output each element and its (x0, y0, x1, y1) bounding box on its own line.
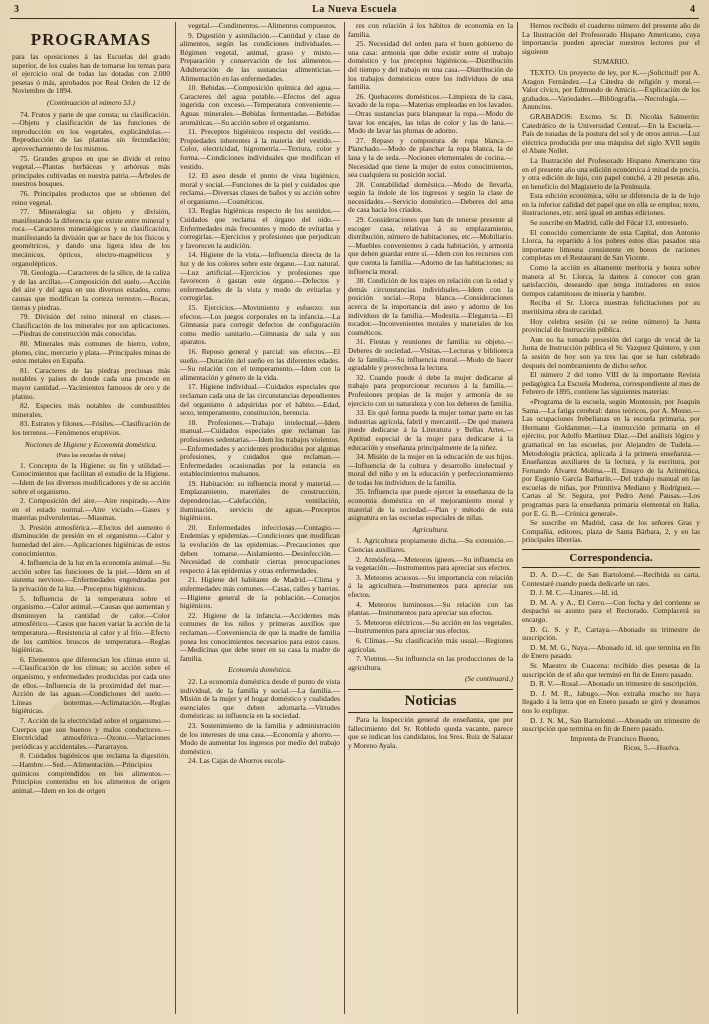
paragraph: D. M. A. y A., El Cerro.—Con fecha y del corriente se despachó su asunto para el Rectorado. Complacerá su encargo. (522, 597, 700, 624)
col2-paragraphs-2 (180, 678, 340, 766)
paragraph: 17. Higiene individual.—Cuidados especiales que reclaman cada una de las circunstancias dependientes del organismo ó adquiridas por el hábito.—Edad, sexo, temperamento, constitución, herencia. (180, 382, 340, 418)
paragraph: 33. En qué forma puede la mujer tomar parte en las industrias agrícola, fabril y mercantil.—De qué manera puede dedicarse á la Literatura y Bellas Artes.—Aptitud especial de la mujer para dedicarse á la educación y enseñanza principalmente de la niñez. (348, 408, 513, 452)
paragraph: 16. Reposo general y parcial: sus efectos.—El sueño.—Duración del sueño en las diferentes edades.—Su relación con el temperamento.—Idem con la alimentación y género de la vida. (180, 346, 340, 382)
paragraph: El número 2 del tomo VIII de la importante Revista pedagógica La Escuela Moderna, correspondiente al mes de Febrero de 1895, contiene las siguientes materias: (522, 370, 700, 397)
paragraph: 11. Preceptos higiénicos respecto del vestido.—Propiedades inherentes á la materia del vestido.—Color, electricidad, higrometría.—Textura, color y forma.—Condiciones individuales que modifican el vestido. (180, 127, 340, 171)
paragraph: 2. Composición del aire.—Aire respirado.—Aire en el estado normal.—Aire viciado.—Gases y materias pulverulentas.—Miasmas. (12, 496, 170, 523)
paragraph: 3. Presión atmosférica.—Efectos del aumento ó disminución de presión en el organismo.—Calor y humedad del aire.—Aplicaciones higiénicas de estos conocimientos. (12, 522, 170, 558)
paragraph: Esta edición económica, sólo se diferencia de la de lujo en la inferior calidad del papel que en ella se emplea; texto, ilustraciones, etc. será igual en ambas ediciones. (522, 191, 700, 218)
paragraph: 13. Reglas higiénicas respecto de los sentidos.—Cuidados que reclama el órgano del oído.—Enfermedades más frecuentes y modo de evitarlas y corregirlas.—Ejercicios y profesiones que perjudican y favorecen la audición. (180, 206, 340, 250)
paragraph: vegetal.—Condimentos.—Alimentos compuestos. (188, 22, 337, 30)
paragraph: Hemos recibido el cuaderno número del presente año de La Ilustración del Profesorado Hispano Americano, cuya importancia pueden apreciar nuestros lectores por el siguiente (522, 22, 700, 56)
programas-heading: PROGRAMAS (30, 30, 152, 49)
paragraph: 35. Influencia que puede ejercer la enseñanza de la economía doméstica en el mejoramiento moral y material de la sociedad.—Plan y método de esta asignatura en las escuelas especiales de niñas. (348, 487, 513, 523)
paragraph: Como la acción es altamente meritoria y honra sobre manera al Sr. Llorca, la damos á conocer con gran satisfacción, deseando que tenga imitadores en estos tiempos calamitosos de miseria y hambre. (522, 263, 700, 298)
paragraph: 83. Estratos y filones.—Fósiles.—Clasificación de los terrenos.—Fenómenos eruptivos. (12, 419, 170, 437)
paragraph: 1. Agricultura propiamente dicha.—Su extensión.—Ciencias auxiliares. (348, 536, 513, 555)
paragraph: 1. Concepto de la Higiene: su fin y utilidad.—Conocimientos que facilitan el estudio de la Higiene.—Idem de los diversos modificadores y de su acción sobre el organismo. (12, 460, 170, 496)
paragraph: 31. Fiestas y reuniones de familia: su objeto.—Deberes de sociedad.—Visitas.—Lecturas y biblioteca de la familia.—Su influencia moral.—Modo de hacer agradable y provechosa la lectura. (348, 337, 513, 373)
column-2 (180, 22, 340, 1016)
paragraph: D. R. V.—Rosal.—Abonado un trimestre de suscripción. (530, 679, 698, 689)
col1-paragraphs-2 (12, 462, 170, 796)
sumario-paragraphs (522, 69, 700, 228)
column-divider (175, 22, 176, 1014)
paragraph: 6. Elementos que diferencian los climas entre sí.—Clasificación de los climas; su acción sobre el organismo, y enfermedades producidas por cada uno de ellos.—Influencia de la proximidad del mar.—Acción de las aguas.—Condiciones del suelo.—Líneas isotermas.—Aclimatación.—Reglas higiénicas. (12, 654, 170, 716)
paragraph: D. M. M. G., Naya.—Abonado id. id. que termina en fin de Enero pasado. (522, 642, 700, 661)
paragraph: 27. Repaso y compostura de ropa blanca.—Planchado.—Modo de planchar la ropa blanca, la de lana y la de seda.—Nociones elementales de cocina.—Necesidad que tiene la mujer de estos conocimientos, sea cualquiera su posición social. (348, 135, 513, 180)
paragraph: 28. Contabilidad doméstica.—Modo de llevarla, según la índole de los ingresos y según la clase de necesidades.—Servicio doméstico.—Deberes del ama de casa hacia los criados. (348, 179, 513, 215)
paragraph: 74. Frutos y parte de que consta; su clasificación.—Objeto y clasificación de las funciones de reproducción en los vegetales, explicándolas.—Reproducción de las plantas sin fecundación; aprovechamiento de los mismos. (12, 109, 170, 153)
paragraph: 25. Necesidad del orden para el buen gobierno de una casa: armonía que debe existir entre el trabajo doméstico y los preceptos higiénicos.—Distribución del tiempo y del trabajo en una casa.—Distribución de los trabajos domésticos entre los individuos de una familia. (348, 39, 513, 92)
paragraph: GRABADOS: Excmo. Sr. D. Nicolás Salmerón: Catedrático de la Universidad Central.—En la Escuela.—País de tonadas de la postura del sol y de otros astros.—Luz eléctrica producida por una máquina del siglo XVII según el Abate Nollet. (522, 111, 700, 156)
paragraph: res con relación á los hábitos de economía en la familia. (348, 22, 513, 39)
paragraph: 15. Ejercicios.—Movimiento y esfuerzo: sus efectos.—Los juegos corporales en la infancia.—La Gimnasia para corregir defectos de configuración como medio sanitario.—Gimnasia de sala y sus aparatos. (180, 303, 340, 347)
paragraph: 9. Digestión y asimilación.—Cantidad y clase de alimentos, según las condiciones individuales.—Régimen vegetal, animal, graso y mixto.—Preparación y conservación de los alimentos.—Adulteración de las sustancias alimenticias.—Alimentación en las enfermedades. (180, 30, 340, 83)
paragraph: D. A. D.—C. de San Bartolomé.—Recibida su carta. Contestaré cuando pueda dedicarle un rato. (522, 570, 700, 588)
correspondencia-list (522, 571, 700, 734)
paragraph: Aun no ha tomado posesión del cargo de vocal de la Junta de Instrucción pública el Sr. Vazquez Quintero, y con la sesión de hoy son ya tres las que se han celebrado después del nombramiento de dicho señor. (522, 334, 700, 370)
paragraph: 22. Higiene de la infancia.—Accidentes más comunes de los niños y primeras auxilios que reclaman.—Conveniencia de que la madre de familia posea los conocimientos necesarios para estos casos.—Medicinas que debe tener en su casa la madre de familia. (180, 610, 340, 663)
paragraph: D. J. M. C.—Linares.—Id. id. (530, 588, 619, 598)
paragraph: 82. Especies más notables de combustibles minerales. (12, 401, 170, 419)
paragraph: 3. Meteoros acuosos.—Su importancia con relación á la agricultura.—Instrumentos para apreciar sus efectos. (348, 572, 513, 599)
paragraph: 29. Consideraciones que han de tenerse presente al escoger casa, relativas á su emplazamiento, distribución, número de habitaciones, etc.—Mobiliario.—Muebles convenientes á cada habitación, y armonía que deben guardar entre sí.—Idem con los recursos con que cuenta la familia.—Adorno de las habitaciones; su influencia moral. (348, 215, 513, 276)
paragraph: Hoy celebra sesión (si se reúne número) la Junta provincial de Instrucción pública. (522, 316, 700, 335)
paragraph: El conocido comerciante de esta Capital, don Antonio Llorca, ha repartido á los pobres estos días pasados una importante limosna consistente en bonos de raciones completas en el Restaurant de San Vicente. (522, 227, 700, 263)
paragraph: 24. Las Cajas de Ahorros escola- (188, 756, 286, 766)
paragraph: 5. Influencia de la temperatura sobre el organismo.—Calor animal.—Causas que aumentan y disminuyen la cantidad de calor.—Color atmosférico.—Casos que hacen variar la acción de la temperatura.—Resistencia al calor y al frío.—Efecto de los cambios bruscos de temperatura.—Reglas higiénicas. (12, 593, 170, 655)
col3-paragraphs (348, 22, 513, 523)
paragraph: 26. Quehaceres domésticos.—Limpieza de la casa, lavado de la ropa.—Materias empleadas en los lavados.—Otras sustancias para blanquear la ropa.—Modo de lavar los encajes, las telas de color y las de lana.—Modo de lavar las plumas de adorno. (348, 91, 513, 136)
right-page-number: 4 (690, 4, 695, 15)
paragraph: Se suscribe en Madrid, casa de los señores Gras y Compañía, editores, plaza de Santa Bárbara, 2, y en las principales librerías. (522, 518, 700, 545)
paragraph: Reciba el Sr. Llorca nuestras felicitaciones por su meritísima obra de caridad. (522, 298, 700, 316)
paragraph: 77. Mineralogía: su objeto y división, manifestando la diferencia que existe entre mineral y roca.—Caracteres mineralógicos y su clasificación, manifestando la división que se hace de los físicos y geométricos, y dando una ligera idea de los mecánicos, ópticos, electro-magnéticos y organolépticos. (12, 207, 170, 268)
paragraph: 20. Enfermedades infecciosas.—Contagio.—Endemias y epidemias.—Condiciones que modifican la evolución de las epidemias.—Precauciones que deben tomarse.—Aislamiento.—Desinfección.—Necesidad de combatir ciertas preocupaciones respecto á las epidemias y otras enfermedades. (180, 522, 340, 575)
paragraph: «Programa de la escuela, según Montessin, por Joaquín Sama.—La fatiga cerebral: datos teóricos, por A. Mosso.—Las ocupaciones frebelianas en la escuela primaria, por Hermann Goldammer.—La instrucción primaria en el ejército, por Adolfo Martínez Díaz.—Del análisis lógico y gramatical en las escuelas, por Alejandro de Tudela.—Metodología práctica, aplicada á la primera enseñanza.—Enseñanzas auxiliares de la lectura, y la escritura, por Fernando Álvarez Molina.—II. Ensayo de la Aritmética, por Eugenio García Barbarín.—Del trabajo manual en las escuelas de niñas, por Primitiva Mediano y Rodríguez.—Cartas al Sr. Segura, por Pedro Arnó Pausas.—Los programas para la enseñanza primaria elemental en Italia, por E. G. B.—Crónica general». (522, 396, 700, 518)
paragraph: 2. Atmósfera.—Meteoros ígneos.—Su influencia en la vegetación.—Instrumentos para apreciar sus efectos. (348, 554, 513, 573)
col4-paragraphs-2 (522, 229, 700, 545)
imprenta-line-2: Ricos, 5.—Huelva. (623, 743, 680, 753)
left-page-number: 3 (14, 4, 19, 15)
page-header (0, 4, 709, 18)
paragraph: 10. Bebidas.—Composición química del agua.—Caracteres del agua potable.—Efectos del agua ingerida con exceso.—Temperatura conveniente.—Aguas minerales.—Bebidas fermentadas.—Bebidas aromáticas.—Su acción sobre el organismo. (180, 83, 340, 127)
column-1 (12, 22, 170, 1016)
paragraph: 75. Grandes grupos en que se divide el reino vegetal.—Plantas herbáceas y arbóreas más principales cultivadas en nuestra patria.—Árboles de nuestros bosques. (12, 153, 170, 189)
paragraph: 81. Caracteres de las piedras preciosas más notables y países de donde cada una procede en mayor cantidad.—Yacimientos famosos de oro y de platino. (12, 365, 170, 401)
paragraph: 4. Meteoros luminosos.—Su relación con las plantas.—Instrumentos para apreciar sus efectos. (348, 599, 513, 618)
column-divider (517, 22, 518, 1014)
paragraph: 21. Higiene del habitante de Madrid.—Clima y enfermedades más comunes.—Casas, calles y barrios.—Higiene general de la población.—Consejos higiénicos. (180, 575, 340, 611)
sumario-heading: SUMARIO. (593, 57, 629, 67)
paragraph: 19. Habitación: su influencia moral y material.—Emplazamiento, materiales de construcción, dependencias.—Calefacción, ventilación, iluminación, servicio de aguas.—Preceptos higiénicos. (180, 478, 340, 523)
col4-paragraphs (522, 22, 700, 56)
column-divider (344, 22, 345, 1014)
paragraph: 7. Acción de la electricidad sobre el organismo.—Cuerpos que son buenos y malos conductores.—Electricidad atmosférica.—Ozono.—Variaciones periódicas y accidentales.—Pararrayos. (12, 715, 170, 751)
paragraph: 80. Minerales más comunes de hierro, cobre, plomo, cinc, mercurio y plata.—Principales minas de estos metales en España. (12, 339, 170, 366)
higiene-subheading: Nociones de Higiene y Economía doméstica. (24, 439, 158, 449)
noticias-heading: Noticias (348, 689, 513, 713)
col3-paragraphs-2 (348, 537, 513, 672)
to-be-continued: (Se continuará.) (464, 674, 513, 684)
higiene-subnote: (Para las escuelas de niñas) (56, 452, 126, 460)
correspondencia-heading: Correspondencia. (522, 549, 700, 568)
paragraph: 8. Cuidados higiénicos que reclama la digestión.—Hambre.—Sed.—Alimentación.—Principios químicos comprendidos en los alimentos.—Principios contenidos en los alimentos de origen animal.—Idem en los de origen (12, 751, 170, 795)
col1-paragraphs (12, 111, 170, 438)
paragraph: 4. Influencia de la luz en la economía animal.—Su acción sobre las funciones de la piel.—Idem en el sistema nervioso.—Enfermedades engendradas por la privación de la luz.—Preceptos higiénicos. (12, 558, 170, 594)
paragraph: 78. Geología.—Caracteres de la sílice, de la caliza y de las arcillas.—Composición del suelo.—Acción del aire y del agua en sus diversos estados, como causas que modifican la corteza terrestre.—Rocas, tierras y piedras. (12, 268, 170, 312)
paragraph: 6. Climas.—Su clasificación más usual.—Regiones agrícolas. (348, 635, 513, 654)
newspaper-title: La Nueva Escuela (312, 4, 397, 15)
paragraph: 7. Vientos.—Su influencia en las producciones de la agricultura. (348, 654, 513, 672)
paragraph: D. J. N. M., San Bartolomé.—Abonado un trimestre de suscripción que termina en fin de Enero pasado. (522, 715, 700, 734)
paragraph: D. J. M. R., Jabugo.—Nos extraña mucho no haya llegado á la letra que en Enero pasado se giró y deseamos nos lo explique. (522, 688, 700, 715)
programas-intro: para las oposiciones á las Escuelas del grado superior, de los cuales han de tomarse los temas para el ejercicio oral de todas las dotadas con 2.000 pesetas ó más, aprobados por Real Orden de 12 de Noviembre de 1894. (12, 52, 170, 96)
agricultura-subheading: Agricultura. (412, 524, 449, 534)
paragraph: Sr. Maestro de Cuacena: recibido dies pesetas de la suscripción de el año que terminó en fin de Enero pasado. (522, 660, 700, 679)
column-3 (348, 22, 513, 1016)
paragraph: 12. El aseo desde el punto de vista higiénico, moral y social.—Funciones de la piel y cuidados que reclama.—Diversas clases de baños y su acción sobre el organismo.—Cosméticos. (180, 171, 340, 206)
paragraph: 22. La economía doméstica desde el punto de vista individual, de la familia y social.—La familia.—Misión de la mujer y el hogar doméstico y cualidades esenciales que deben adornarla.—Virtudes domésticas: su influencia en la sociedad. (180, 676, 340, 721)
imprenta-line-1: Imprenta de Francisco Bueno, (570, 733, 660, 743)
paragraph: La Ilustración del Profesorado Hispano Americano tira en el presente año una edición económica á mitad de precio, y otra edición de lujo, con papel couché, á 20 pesetas año, en beneficio del Magisterio de la Península. (522, 155, 700, 191)
paragraph: TEXTO: Un proyecto de ley, por K.—¡Solicitud! por A. Aragon Fernández.—La Cátedra de religión y moral.—Valor cívico, por Edmundo de Amicis.—Explicación de los grabados.—Variedades.—Bibliografía.—Necrología.—Anuncios. (522, 67, 700, 112)
paragraph: Se suscribe en Madrid, calle del Fúcar 13, entresuelo. (530, 218, 689, 228)
column-4 (522, 22, 700, 1016)
paragraph: 5. Meteoros eléctricos.—Su acción en los vegetales.—Instrumentos para apreciar sus efectos. (348, 617, 513, 636)
paragraph: 34. Misión de la mujer en la educación de sus hijos.—Influencia de la cultura y desarrollo intelectual y moral del niño y en la educación y perfeccionamiento de todas los individuos de la familia. (348, 452, 513, 487)
paragraph: 76. Principales productos que se obtienen del reino vegetal. (12, 188, 170, 207)
col2-paragraphs (180, 22, 340, 663)
paragraph: 14. Higiene de la vista.—Influencia directa de la luz y de los colores sobre este órgano.—Luz natural.—Luz artificial.—Ejercicios y profesiones que favorecen ó gastan este órgano.—Defectos y enfermedades de la vista y modo de evitarlas y corregirlas. (180, 250, 340, 303)
paragraph: D. G. S. y P., Cartaya.—Abonado su trimestre de suscripción. (522, 624, 700, 643)
header-rule (10, 18, 699, 19)
paragraph: 30. Condición de los trajes en relación con la edad y demás circunstancias individuales.—Idem con la posición social.—Ropa blanca.—Consideraciones acerca de la importancia del aseo y adorno de los individuos de la familia.—Modestia.—Elegancia.—El tocador.—Inconvenientes morales y materiales de los cosméticos. (348, 276, 513, 337)
continuation-note: (Continuación al número 53.) (47, 97, 135, 107)
paragraph: 79. División del reino mineral en clases.—Clasificación de los minerales por sus aplicaciones.—Piedras de construcción más conocidas. (12, 312, 170, 339)
economia-subheading: Economía doméstica. (228, 665, 292, 675)
paragraph: 23. Sostenimiento de la familia y administración de los intereses de una casa.—Economía y ahorro.—Modo de aumentar los ingresos por medio del trabajo doméstico. (180, 720, 340, 756)
paragraph: 32. Cuando puede ó debe la mujer dedicarse al trabajo para proporcionar recursos á la familia.—Profesiones propias de la mujer y armonía de su ejercicio con su naturaleza y con los deberes de familia. (348, 372, 513, 408)
noticias-text: Para la Inspección general de enseñanza, que por fallecimiento del Sr. Robledo queda vacante, parece que se indican los candidatos, los Sres. Ruiz de Salazar y Moreno Ayala. (348, 714, 513, 750)
paragraph: 18. Profesiones.—Trabajo intelectual.—Idem manual.—Cuidados especiales que reclaman las profesiones sedentarias.—Idem los trabajos violentos.—Enfermedades y accidentes producidos por algunas profesiones, y cuidados que reclaman.—Enfermedades ocasionadas por la estancia en establecimientos malsanos. (180, 417, 340, 479)
